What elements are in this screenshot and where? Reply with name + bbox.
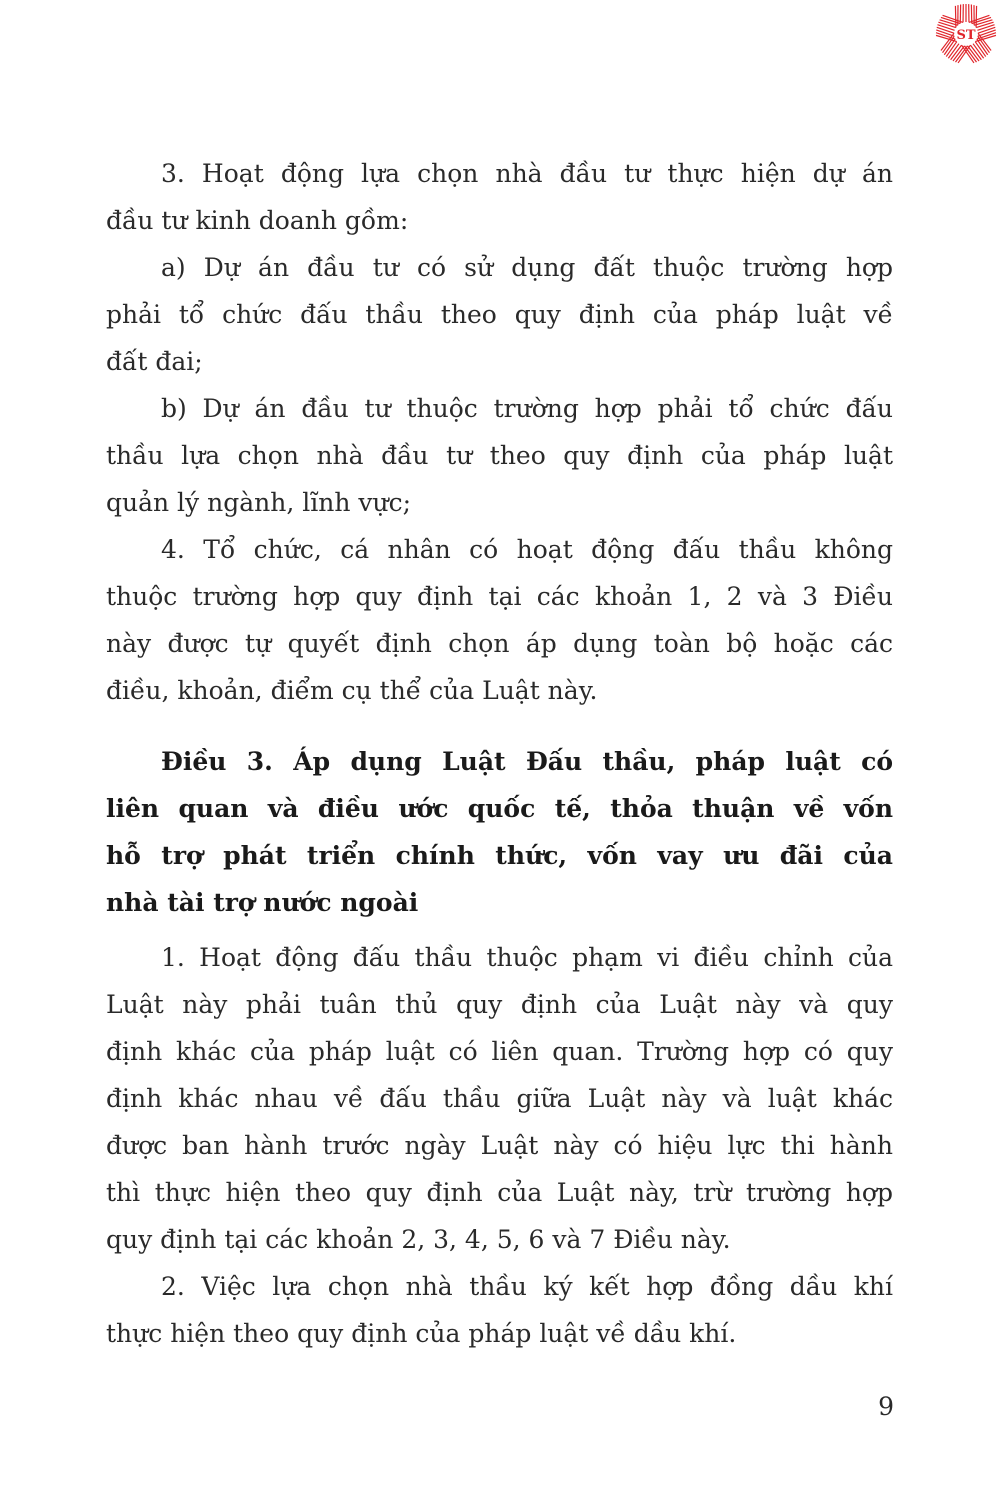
paragraph (106, 1263, 893, 1357)
text-line: 1. Hoạt động đấu thầu thuộc phạm vi điều chỉnh của (161, 943, 893, 972)
svg-text:ST: ST (956, 28, 976, 43)
page-number: 9 (878, 1392, 894, 1421)
text-line: định khác của pháp luật có liên quan. Trường hợp có quy (106, 1037, 893, 1066)
text-line: 3. Hoạt động lựa chọn nhà đầu tư thực hiện dự án (161, 159, 893, 188)
document-body (106, 150, 893, 1357)
text-line: 4. Tổ chức, cá nhân có hoạt động đấu thầu không (161, 535, 893, 564)
text-line: được ban hành trước ngày Luật này có hiệu lực thi hành (106, 1131, 893, 1160)
text-line: 2. Việc lựa chọn nhà thầu ký kết hợp đồng dầu khí (161, 1272, 893, 1301)
paragraph (106, 150, 893, 244)
text-line: định khác nhau về đấu thầu giữa Luật này và luật khác (106, 1084, 893, 1113)
text-line: liên quan và điều ước quốc tế, thỏa thuận về vốn (106, 794, 893, 823)
text-line: nhà tài trợ nước ngoài (106, 888, 419, 917)
text-line: hỗ trợ phát triển chính thức, vốn vay ưu đãi của (106, 841, 893, 870)
paragraph (106, 526, 893, 714)
publisher-logo (934, 2, 998, 66)
text-line: này được tự quyết định chọn áp dụng toàn bộ hoặc các (106, 629, 893, 658)
paragraph (106, 934, 893, 1263)
text-line: đầu tư kinh doanh gồm: (106, 206, 409, 235)
text-line: b) Dự án đầu tư thuộc trường hợp phải tổ chức đấu (161, 394, 893, 423)
text-line: thực hiện theo quy định của pháp luật về dầu khí. (106, 1319, 737, 1348)
text-line: quản lý ngành, lĩnh vực; (106, 488, 412, 517)
text-line: quy định tại các khoản 2, 3, 4, 5, 6 và 7 Điều này. (106, 1225, 731, 1254)
text-line: điều, khoản, điểm cụ thể của Luật này. (106, 676, 598, 705)
text-line: thầu lựa chọn nhà đầu tư theo quy định của pháp luật (106, 441, 893, 470)
article-heading (106, 738, 893, 926)
text-line: phải tổ chức đấu thầu theo quy định của pháp luật về (106, 300, 893, 329)
text-line: a) Dự án đầu tư có sử dụng đất thuộc trường hợp (161, 253, 893, 282)
paragraph (106, 385, 893, 526)
text-line: thì thực hiện theo quy định của Luật này, trừ trường hợp (106, 1178, 893, 1207)
paragraph (106, 244, 893, 385)
text-line: Điều 3. Áp dụng Luật Đấu thầu, pháp luật có (161, 747, 893, 776)
text-line: thuộc trường hợp quy định tại các khoản 1, 2 và 3 Điều (106, 582, 893, 611)
text-line: đất đai; (106, 347, 203, 376)
text-line: Luật này phải tuân thủ quy định của Luật này và quy (106, 990, 893, 1019)
